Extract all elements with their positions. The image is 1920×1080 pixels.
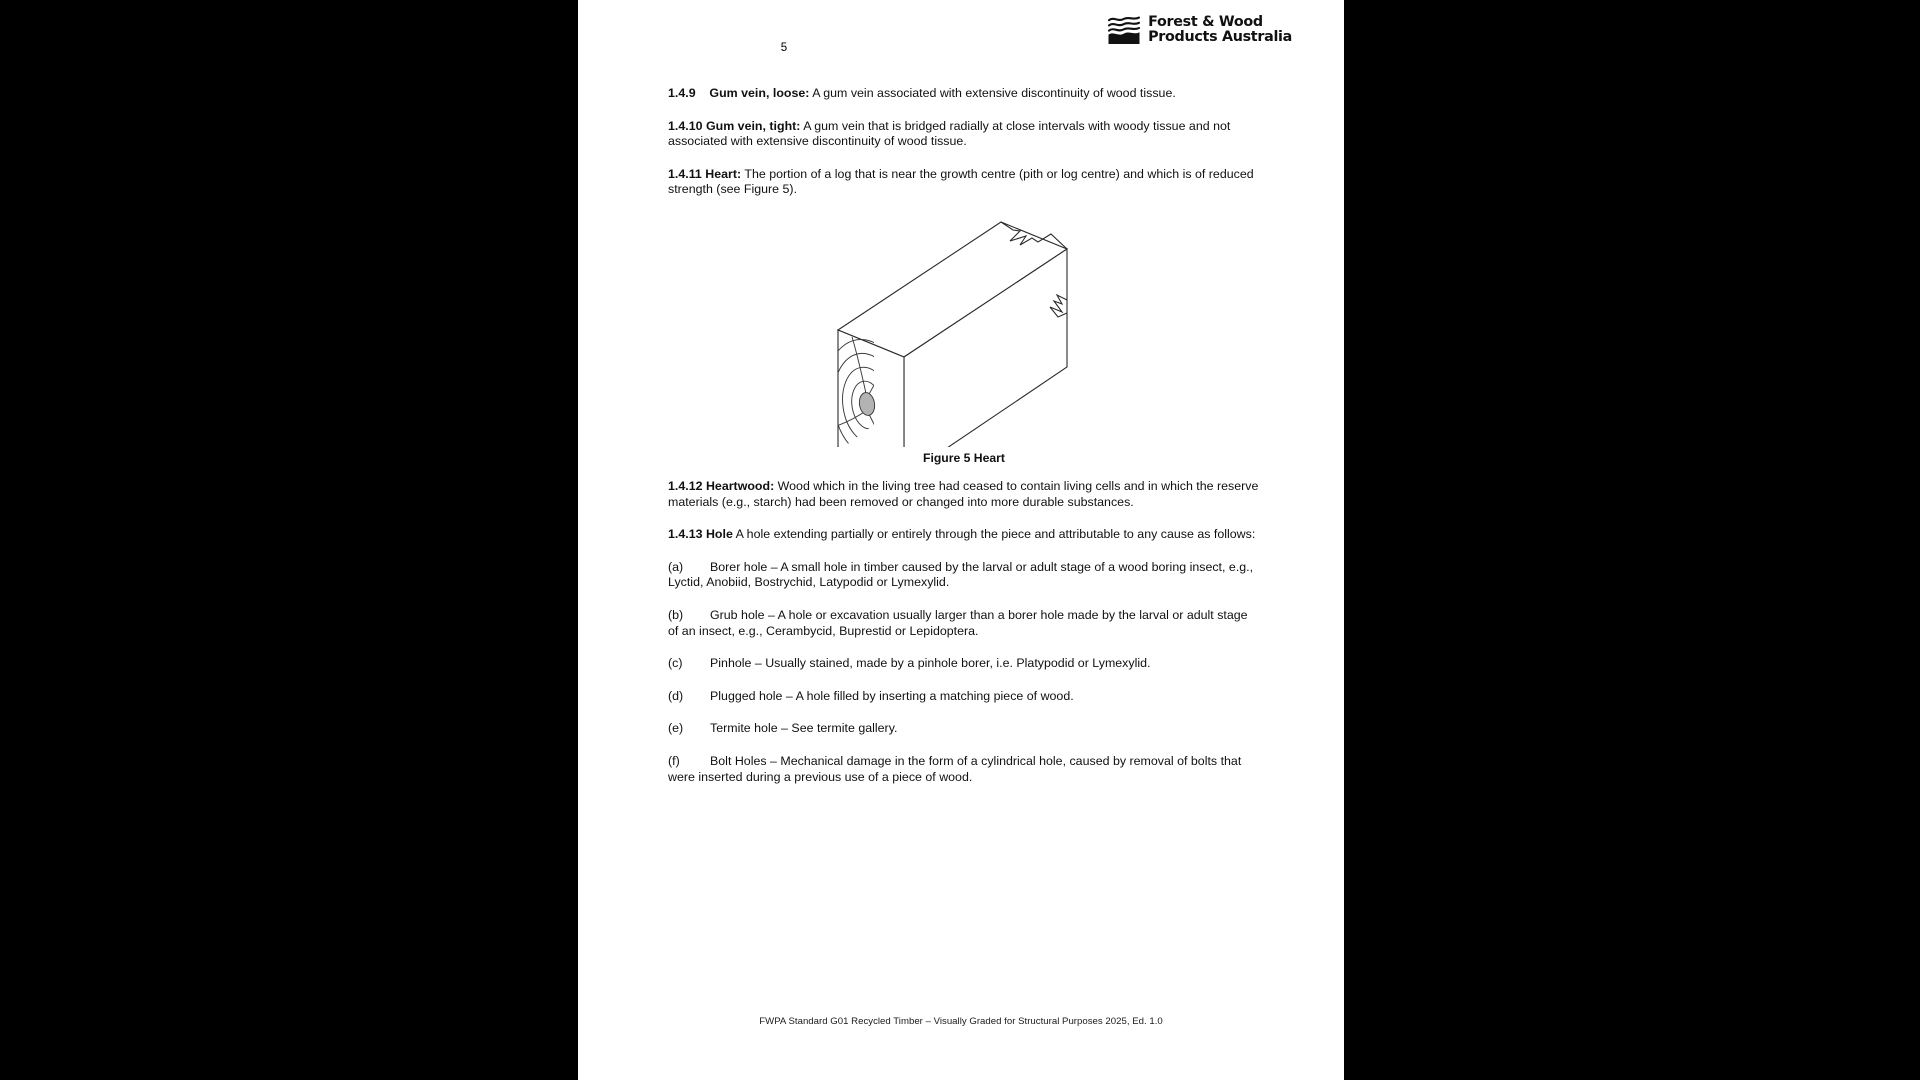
list-text: Plugged hole – A hole filled by inserting a matching piece of wood. — [710, 688, 1074, 703]
clause-text: A gum vein that is bridged radially at close intervals with woody tissue and not associated with extensive discontinuity of wood tissue. — [668, 118, 1231, 149]
clause-number: 1.4.9 — [668, 86, 696, 100]
list-item-b — [668, 608, 1260, 639]
list-item-d — [668, 689, 1260, 705]
list-marker: (b) — [668, 607, 684, 622]
clause-text: The portion of a log that is near the growth centre (pith or log centre) and which is of reduced strength (see Figure 5). — [668, 166, 1254, 197]
logo-line-2: Products Australia — [1148, 29, 1292, 45]
list-text: Borer hole – A small hole in timber caused by the larval or adult stage of a wood boring insect, e.g., Lyctid, Anobiid, Bostrychid, Latypodid or Lymexylid. — [668, 559, 1254, 590]
figure-5-block — [668, 215, 1260, 465]
list-marker: (d) — [668, 688, 684, 703]
list-marker: (c) — [668, 656, 683, 671]
document-body — [668, 86, 1260, 802]
clause-number: 1.4.11 — [668, 166, 702, 181]
clause-number: 1.4.10 — [668, 118, 703, 133]
list-marker: (e) — [668, 721, 684, 736]
fwpa-wave-logo-icon — [1107, 15, 1141, 45]
clause-term: Heart: — [705, 166, 742, 181]
clause-text: A hole extending partially or entirely through the piece and attributable to any cause as follows: — [732, 527, 1256, 542]
footer-standard-reference: FWPA Standard G01 Recycled Timber – Visually Graded for Structural Purposes 2025, Ed. 1.0 — [759, 1016, 1163, 1027]
logo-line-1: Forest & Wood — [1148, 14, 1263, 31]
clause-text: Wood which in the living tree had ceased to contain living cells and in which the reserve materials (e.g., starch) had been removed or changed into more durable substances. — [668, 478, 1259, 509]
clause-paragraph-1-4-12 — [668, 479, 1260, 510]
list-marker: (a) — [668, 559, 684, 574]
figure-caption: Figure 5 Heart — [923, 450, 1005, 465]
clause-term: Gum vein, tight: — [705, 118, 801, 133]
page-number: 5 — [780, 42, 788, 54]
list-text: Termite hole – See termite gallery. — [710, 721, 898, 736]
page-footer — [578, 994, 1344, 1080]
list-marker: (f) — [668, 753, 680, 768]
document-page — [578, 0, 1344, 1080]
clause-term: Heartwood: — [705, 478, 775, 493]
clause-text: A gum vein associated with extensive discontinuity of wood tissue. — [809, 86, 1176, 100]
list-item-f — [668, 754, 1260, 785]
list-text: Grub hole – A hole or excavation usually larger than a borer hole made by the larval or adult stage of an insect, e.g., Cerambycid, Buprestid or Lepidoptera. — [668, 607, 1248, 638]
list-item-e — [668, 721, 1260, 737]
clause-number: 1.4.13 — [668, 527, 703, 542]
list-item-a — [668, 560, 1260, 591]
heart-timber-diagram — [814, 215, 1114, 447]
fwpa-logo — [1107, 15, 1292, 45]
list-item-c — [668, 656, 1260, 672]
fwpa-logo-text — [1148, 15, 1292, 44]
clause-term: Gum vein, loose: — [709, 86, 810, 100]
clause-paragraph-1-4-13 — [668, 527, 1260, 543]
list-text: Pinhole – Usually stained, made by a pinhole borer, i.e. Platypodid or Lymexylid. — [710, 656, 1151, 671]
clause-paragraph-1-4-9 — [668, 86, 1260, 102]
clause-term: Hole — [705, 527, 733, 542]
clause-number: 1.4.12 — [668, 478, 703, 493]
clause-paragraph-1-4-11 — [668, 167, 1260, 198]
page-header — [578, 0, 1344, 64]
list-text: Bolt Holes – Mechanical damage in the form of a cylindrical hole, caused by removal of bolts that were inserted during a previous use of a piece of wood. — [668, 753, 1242, 784]
clause-paragraph-1-4-10 — [668, 119, 1260, 150]
